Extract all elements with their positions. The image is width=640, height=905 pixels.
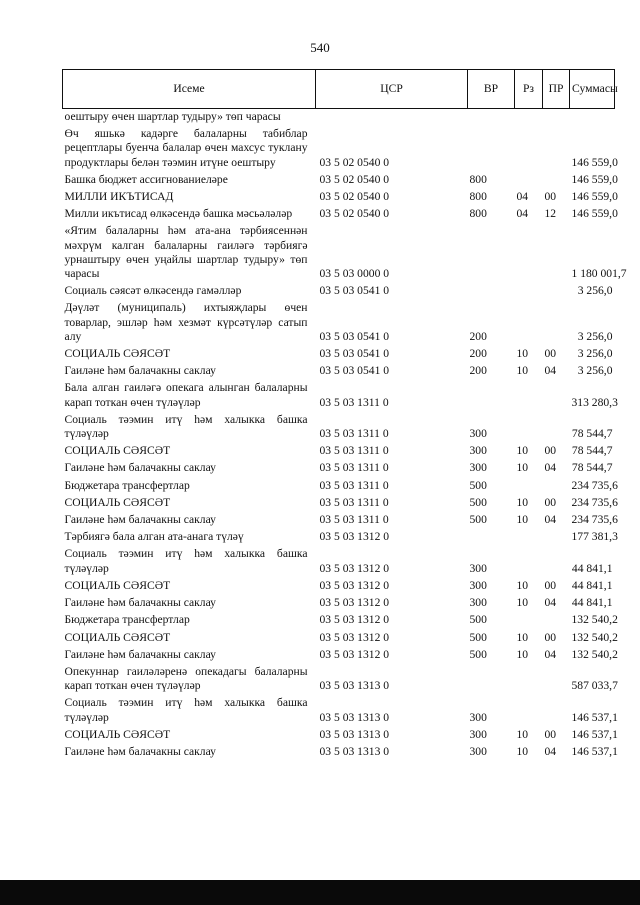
cell-csr — [316, 109, 468, 127]
cell-pr: 00 — [544, 347, 557, 361]
cell-rz: 10 — [516, 364, 529, 378]
cell-csr: 03 5 03 1313 0 — [319, 710, 390, 724]
table-row — [63, 595, 615, 612]
cell-vr: 500 — [469, 613, 487, 627]
cell-vr: 500 — [469, 478, 487, 492]
cell-pr: 00 — [544, 495, 557, 509]
table-row — [63, 727, 615, 744]
cell-csr: 03 5 03 1311 0 — [319, 478, 389, 492]
cell-sum: 3 256,0 — [577, 284, 613, 298]
cell-csr: 03 5 03 1311 0 — [319, 461, 389, 475]
cell-csr: 03 5 03 1312 0 — [319, 561, 390, 575]
table-row — [63, 612, 615, 629]
cell-name: СОЦИАЛЬ СӘЯСӘТ — [64, 495, 171, 509]
cell-csr: 03 5 03 0541 0 — [319, 347, 390, 361]
cell-vr: 200 — [469, 329, 487, 343]
cell-csr: 03 5 03 0541 0 — [319, 364, 390, 378]
header-rz: Рз — [515, 70, 543, 109]
cell-vr — [468, 664, 515, 695]
cell-csr: 03 5 03 0000 0 — [319, 267, 390, 281]
cell-vr: 300 — [469, 744, 487, 758]
cell-pr — [543, 380, 570, 411]
cell-csr: 03 5 03 0541 0 — [319, 284, 390, 298]
cell-csr: 03 5 03 1311 0 — [319, 444, 389, 458]
cell-vr: 500 — [469, 630, 487, 644]
cell-csr: 03 5 03 0541 0 — [319, 329, 390, 343]
cell-sum: 146 559,0 — [571, 190, 618, 204]
cell-rz: 10 — [516, 513, 529, 527]
cell-csr: 03 5 03 1311 0 — [319, 513, 389, 527]
cell-name: Милли икътисад өлкәсендә башка мәсьәләләр — [64, 207, 293, 221]
cell-vr — [468, 109, 515, 127]
cell-rz: 10 — [516, 495, 529, 509]
cell-csr: 03 5 03 1312 0 — [319, 530, 390, 544]
cell-pr: 04 — [544, 647, 557, 661]
cell-csr: 03 5 03 1312 0 — [319, 596, 390, 610]
cell-pr: 04 — [544, 513, 557, 527]
cell-sum: 234 735,6 — [571, 495, 618, 509]
cell-vr: 800 — [469, 190, 487, 204]
table-row — [63, 126, 615, 172]
cell-name: Социаль тәэмин итү һәм халыкка башка түләүләр — [64, 412, 308, 441]
cell-name: Дәүләт (муниципаль) ихтыяҗлары өчен товарлар, эшләр һәм хезмәт күрсәтүләр сатып алу — [64, 301, 308, 343]
cell-pr — [543, 300, 570, 346]
cell-name: Гаиләне һәм балачакны саклау — [64, 513, 216, 527]
cell-vr: 300 — [469, 596, 487, 610]
table-row — [63, 630, 615, 647]
cell-name: Өч яшькә кадәрге балаларны табиблар рецептлары буенча балалар өчен махсус туклану продуктлары белән тәэмин итүне оештыру — [64, 127, 308, 169]
cell-sum: 177 381,3 — [571, 530, 618, 544]
cell-pr: 00 — [544, 727, 557, 741]
cell-csr: 03 5 02 0540 0 — [319, 172, 390, 186]
cell-csr: 03 5 03 1311 0 — [319, 495, 389, 509]
page-number: 540 — [310, 40, 330, 55]
cell-rz — [515, 223, 543, 283]
cell-rz — [515, 300, 543, 346]
cell-vr: 500 — [469, 495, 487, 509]
cell-name: Гаиләне һәм балачакны саклау — [64, 364, 216, 378]
table-row — [63, 546, 615, 577]
cell-rz — [515, 546, 543, 577]
cell-csr: 03 5 03 1312 0 — [319, 613, 390, 627]
cell-rz — [515, 664, 543, 695]
table-row — [63, 647, 615, 664]
cell-name: Бюджетара трансфертлар — [64, 613, 190, 627]
cell-name: Бюджетара трансфертлар — [64, 478, 190, 492]
cell-csr: 03 5 03 1313 0 — [319, 727, 390, 741]
cell-pr: 04 — [544, 744, 557, 758]
cell-vr: 200 — [469, 364, 487, 378]
cell-pr — [543, 546, 570, 577]
cell-pr — [543, 612, 570, 629]
table-row — [63, 172, 615, 189]
header-name: Исеме — [63, 70, 316, 109]
table-row — [63, 189, 615, 206]
table-row — [63, 695, 615, 726]
cell-sum: 587 033,7 — [571, 679, 618, 693]
cell-pr: 00 — [544, 444, 557, 458]
table-row — [63, 363, 615, 380]
cell-sum: 78 544,7 — [571, 444, 613, 458]
cell-rz — [515, 412, 543, 443]
cell-pr — [543, 664, 570, 695]
cell-sum: 3 256,0 — [577, 347, 613, 361]
cell-sum: 234 735,6 — [571, 513, 618, 527]
table-row — [63, 443, 615, 460]
cell-rz: 04 — [516, 207, 529, 221]
cell-name: Гаиләне һәм балачакны саклау — [64, 744, 216, 758]
cell-vr: 300 — [469, 578, 487, 592]
table-row — [63, 109, 615, 127]
cell-vr: 500 — [469, 647, 487, 661]
cell-vr: 300 — [469, 461, 487, 475]
cell-csr: 03 5 03 1313 0 — [319, 679, 390, 693]
cell-rz: 10 — [516, 630, 529, 644]
cell-sum: 44 841,1 — [571, 561, 613, 575]
cell-pr — [543, 478, 570, 495]
cell-rz — [515, 529, 543, 546]
cell-sum: 146 559,0 — [571, 155, 618, 169]
cell-vr: 300 — [469, 727, 487, 741]
header-sum: Суммасы — [570, 70, 615, 109]
cell-vr: 800 — [469, 207, 487, 221]
cell-csr: 03 5 03 1312 0 — [319, 647, 390, 661]
cell-sum: 146 559,0 — [571, 207, 618, 221]
cell-csr: 03 5 03 1313 0 — [319, 744, 390, 758]
cell-name: Социаль тәэмин итү һәм халыкка башка түләүләр — [64, 547, 308, 575]
cell-sum: 3 256,0 — [577, 329, 613, 343]
cell-sum: 313 280,3 — [571, 395, 618, 409]
scan-edge-band — [0, 880, 640, 905]
cell-sum: 3 256,0 — [577, 364, 613, 378]
header-pr: ПР — [543, 70, 570, 109]
cell-pr: 12 — [544, 207, 557, 221]
table-row — [63, 206, 615, 223]
cell-vr — [468, 380, 515, 411]
table-row — [63, 478, 615, 495]
cell-sum: 1 180 001,7 — [571, 267, 627, 281]
cell-rz: 10 — [516, 596, 529, 610]
cell-vr: 300 — [469, 427, 487, 441]
cell-name: «Ятим балаларны һәм ата-ана тәрбиясеннән мәхрүм калган балаларны гаиләгә тәрбиягә урнаштыру өчен уңайлы шартлар тудыру» төп чарасы — [64, 224, 308, 281]
cell-name: Гаиләне һәм балачакны саклау — [64, 461, 216, 475]
cell-rz: 10 — [516, 578, 529, 592]
cell-sum: 44 841,1 — [571, 596, 613, 610]
cell-sum: 132 540,2 — [571, 630, 618, 644]
cell-name: Башка бюджет ассигнованиеләре — [64, 172, 228, 186]
cell-rz — [515, 380, 543, 411]
cell-vr — [468, 529, 515, 546]
cell-csr: 03 5 02 0540 0 — [319, 190, 390, 204]
cell-sum: 78 544,7 — [571, 427, 613, 441]
cell-name: Социаль сәясәт өлкәсендә гамәлләр — [64, 284, 242, 298]
cell-name: оештыру өчен шартлар тудыру» төп чарасы — [64, 110, 281, 123]
table-row — [63, 300, 615, 346]
cell-name: Бала алган гаиләгә опекага алынган балаларны карап тоткан өчен түләүләр — [64, 381, 308, 409]
cell-sum: 234 735,6 — [571, 478, 618, 492]
cell-rz: 10 — [516, 744, 529, 758]
header-csr: ЦСР — [316, 70, 468, 109]
cell-name: СОЦИАЛЬ СӘЯСӘТ — [64, 578, 171, 592]
cell-pr: 04 — [544, 461, 557, 475]
cell-sum: 146 559,0 — [571, 172, 618, 186]
cell-csr: 03 5 03 1311 0 — [319, 427, 389, 441]
table-row — [63, 744, 615, 761]
cell-vr: 300 — [469, 710, 487, 724]
header-vr: ВР — [468, 70, 515, 109]
cell-rz — [515, 283, 543, 300]
cell-vr: 200 — [469, 347, 487, 361]
cell-pr: 04 — [544, 364, 557, 378]
cell-name: МИЛЛИ ИКЪТИСАД — [64, 190, 174, 204]
cell-vr — [468, 223, 515, 283]
table-row — [63, 283, 615, 300]
cell-name: Социаль тәэмин итү һәм халыкка башка түләүләр — [64, 696, 308, 724]
table-row — [63, 512, 615, 529]
cell-csr: 03 5 02 0540 0 — [319, 207, 390, 221]
table-row — [63, 380, 615, 411]
table-header — [63, 70, 618, 109]
cell-sum — [570, 109, 615, 127]
cell-rz — [515, 612, 543, 629]
table-row — [63, 412, 615, 443]
cell-sum: 132 540,2 — [571, 613, 618, 627]
cell-vr: 300 — [469, 444, 487, 458]
cell-csr: 03 5 03 1312 0 — [319, 630, 390, 644]
cell-sum: 44 841,1 — [571, 578, 613, 592]
cell-vr: 300 — [469, 561, 487, 575]
cell-name: СОЦИАЛЬ СӘЯСӘТ — [64, 444, 171, 458]
cell-sum: 146 537,1 — [571, 727, 618, 741]
cell-rz — [515, 478, 543, 495]
cell-pr — [543, 223, 570, 283]
cell-name: СОЦИАЛЬ СӘЯСӘТ — [64, 347, 171, 361]
cell-pr — [543, 126, 570, 172]
cell-pr: 04 — [544, 596, 557, 610]
cell-name: Опекуннар гаиләләренә опекадагы балаларны карап тоткан өчен түләүләр — [64, 664, 308, 693]
cell-vr: 800 — [469, 172, 487, 186]
cell-pr: 00 — [544, 630, 557, 644]
cell-pr — [543, 695, 570, 726]
cell-rz — [515, 126, 543, 172]
cell-rz: 10 — [516, 727, 529, 741]
cell-name: СОЦИАЛЬ СӘЯСӘТ — [64, 630, 171, 644]
table-row — [63, 578, 615, 595]
cell-pr — [543, 172, 570, 189]
cell-rz: 10 — [516, 444, 529, 458]
table-row — [63, 223, 615, 283]
cell-csr: 03 5 03 1311 0 — [319, 395, 389, 409]
table-body — [63, 109, 627, 762]
cell-sum: 132 540,2 — [571, 647, 618, 661]
cell-pr — [543, 283, 570, 300]
cell-pr — [543, 109, 570, 127]
table-row — [63, 529, 615, 546]
cell-pr: 00 — [544, 578, 557, 592]
cell-vr — [468, 283, 515, 300]
cell-rz: 10 — [516, 647, 529, 661]
cell-vr: 500 — [469, 513, 487, 527]
cell-vr — [468, 126, 515, 172]
cell-rz: 04 — [516, 190, 529, 204]
cell-csr: 03 5 02 0540 0 — [319, 155, 390, 169]
cell-pr: 00 — [544, 190, 557, 204]
cell-name: СОЦИАЛЬ СӘЯСӘТ — [64, 727, 171, 741]
cell-csr: 03 5 03 1312 0 — [319, 578, 390, 592]
budget-table — [62, 69, 627, 761]
cell-rz: 10 — [516, 461, 529, 475]
cell-pr — [543, 412, 570, 443]
cell-name: Гаиләне һәм балачакны саклау — [64, 596, 216, 610]
cell-sum: 78 544,7 — [571, 461, 613, 475]
cell-sum: 146 537,1 — [571, 710, 618, 724]
cell-sum: 146 537,1 — [571, 744, 618, 758]
table-row — [63, 664, 615, 695]
cell-name: Тәрбиягә бала алган ата-анага түләү — [64, 530, 244, 544]
cell-pr — [543, 529, 570, 546]
cell-rz — [515, 172, 543, 189]
cell-rz — [515, 695, 543, 726]
table-row — [63, 495, 615, 512]
cell-name: Гаиләне һәм балачакны саклау — [64, 647, 216, 661]
cell-rz — [515, 109, 543, 127]
cell-rz: 10 — [516, 347, 529, 361]
table-row — [63, 460, 615, 477]
table-row — [63, 346, 615, 363]
